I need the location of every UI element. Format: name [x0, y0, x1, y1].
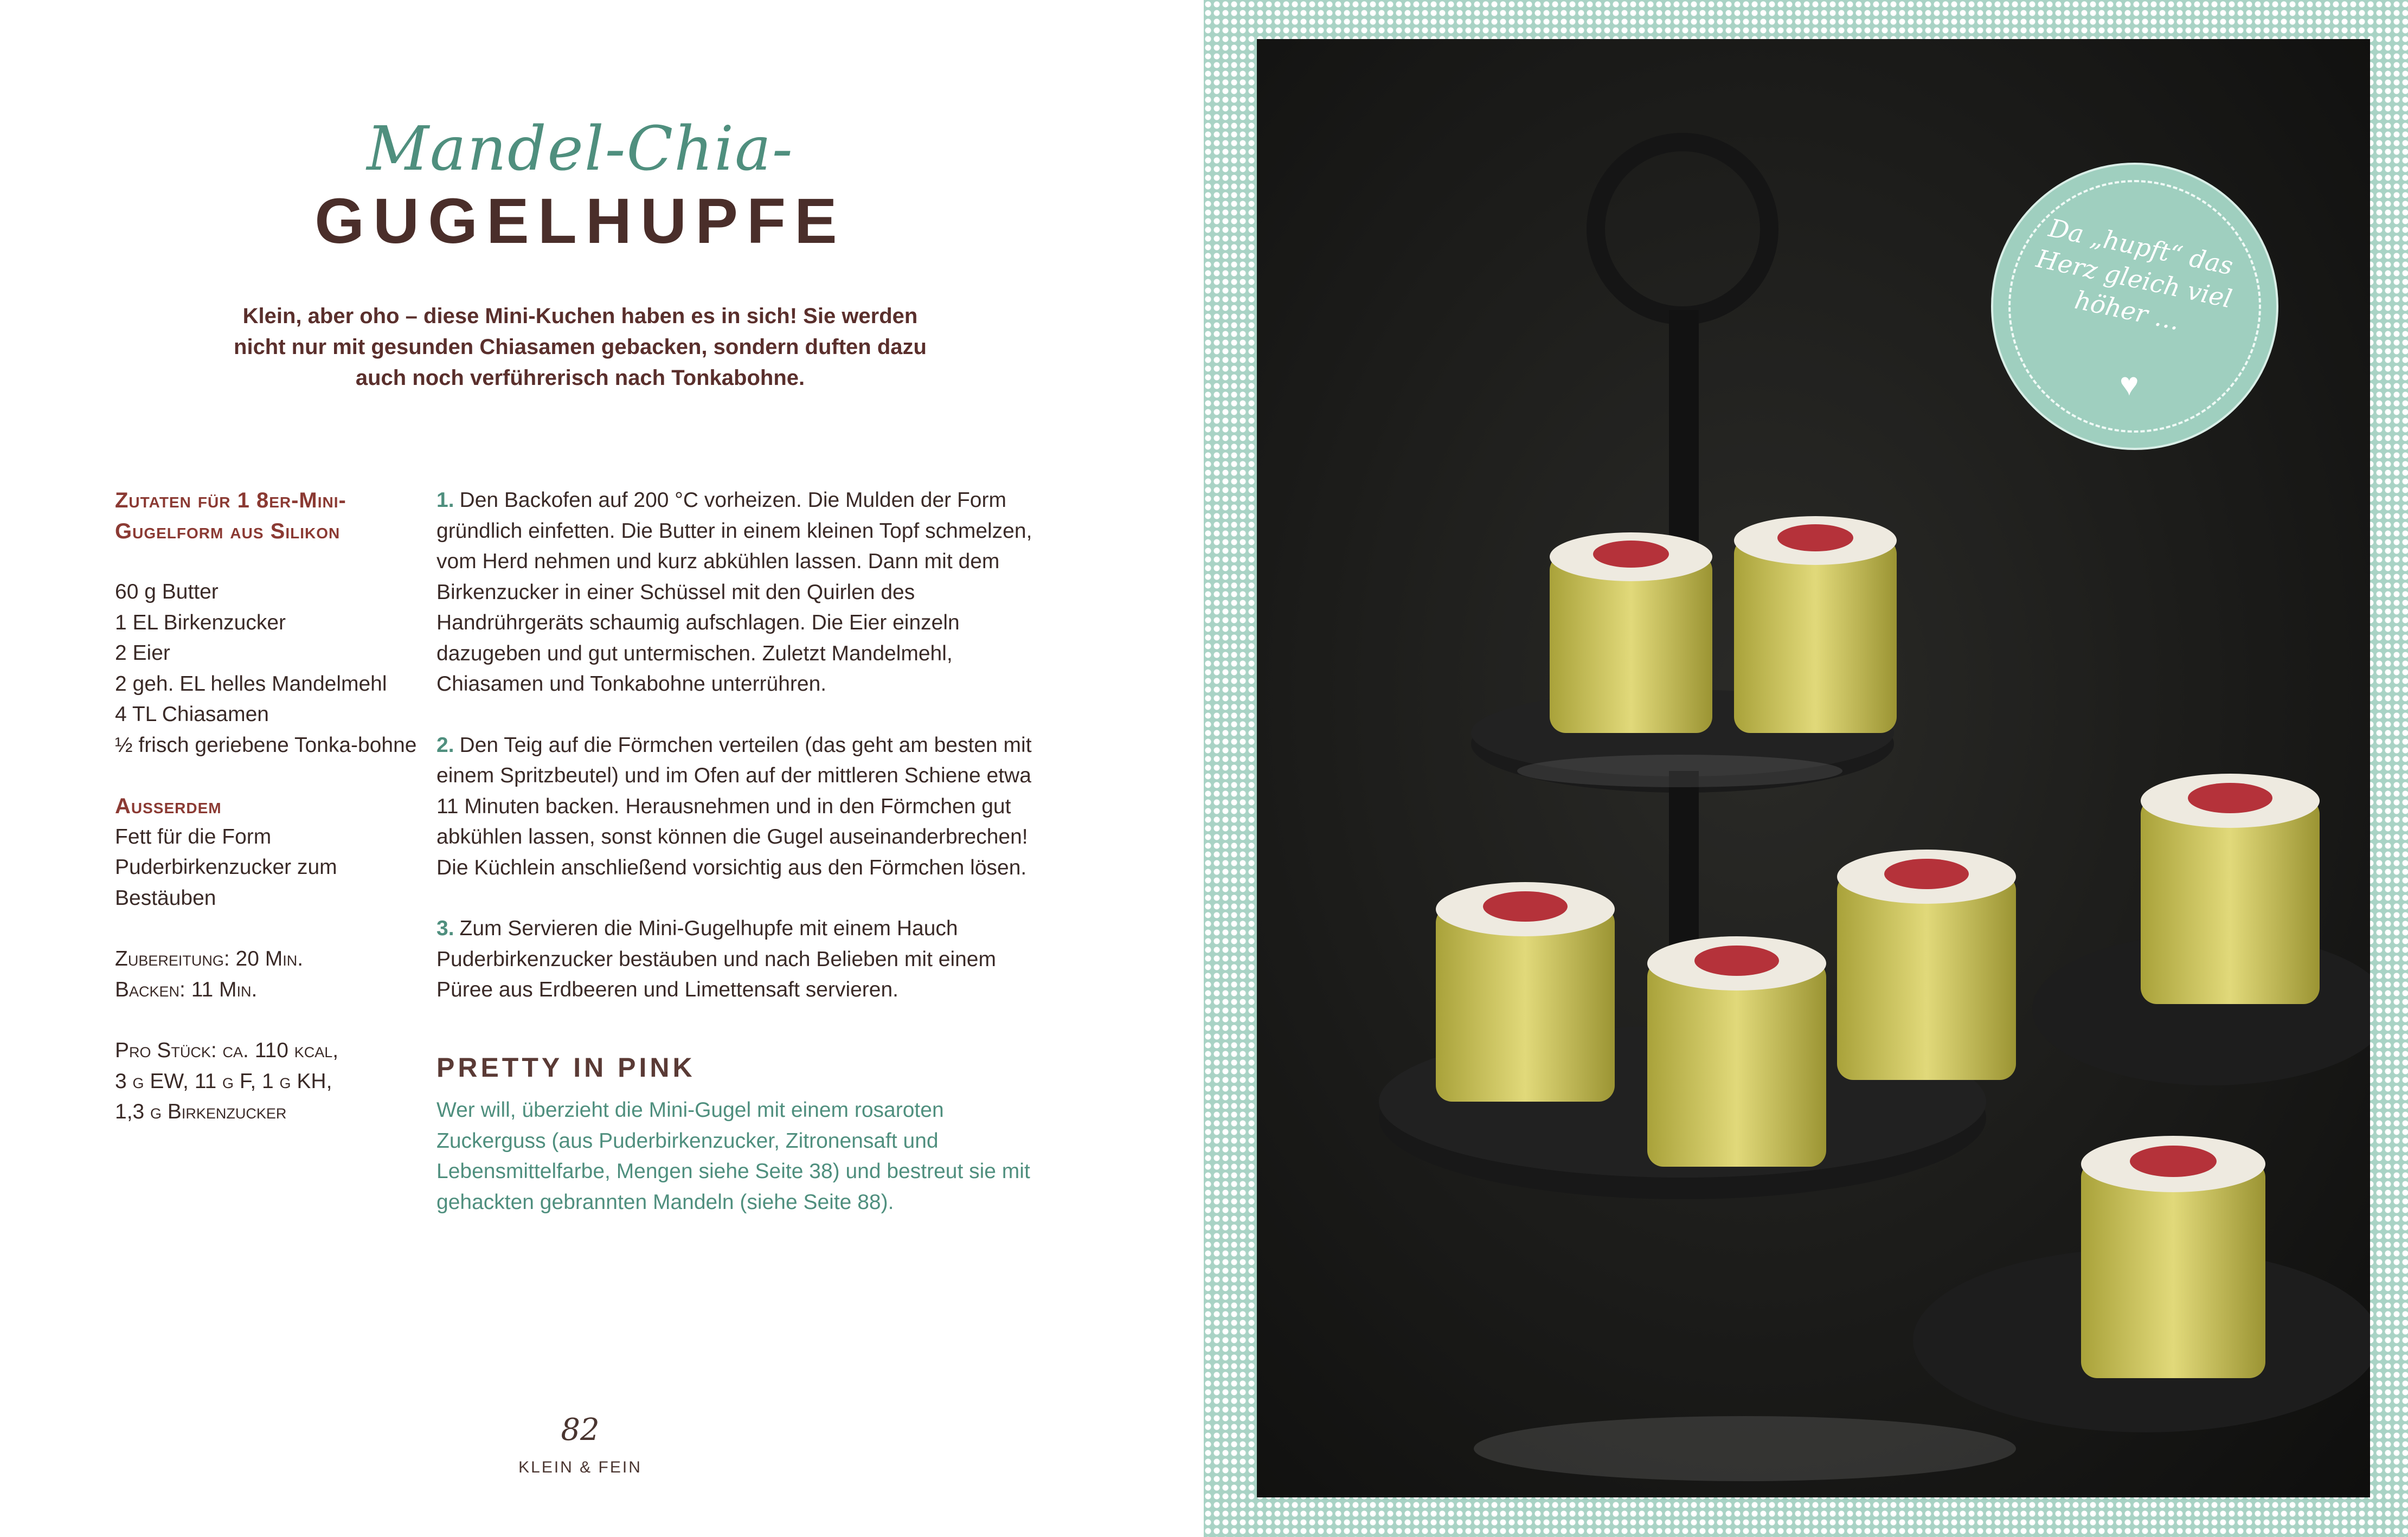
ingredients-heading: Zutaten für 1 8er-Mini-Gugelform aus Silikon	[115, 488, 346, 543]
ingredient-item: 4 TL Chiasamen	[115, 703, 269, 726]
step-number: 1.	[436, 488, 454, 512]
extra-item: Fett für die Form	[115, 825, 272, 848]
cake	[1837, 850, 2016, 1080]
cake	[1734, 516, 1897, 733]
ingredient-item: 1 EL Birkenzucker	[115, 610, 286, 634]
nutrition-line: 1,3 g Birkenzucker	[115, 1100, 287, 1123]
page-number: 82	[561, 1412, 600, 1448]
bake-time: Backen: 11 Min.	[115, 977, 258, 1001]
tip-heading: PRETTY IN PINK	[436, 1052, 696, 1083]
step-text: Den Backofen auf 200 °C vorheizen. Die Mulden der Form gründlich einfetten. Die Butter in einem kleinen Topf schmelzen, vom Herd nehmen und kurz abkühlen lassen. Dann mit dem Birkenzucker in einer Schüssel mit den Quirlen des Handrührgeräts schaumig aufschlagen. Die Eier einzeln dazugeben und gut untermischen. Zuletzt Mandelmehl, Chiasamen und Tonkabohne unterrühren.	[436, 488, 1032, 696]
step-text: Zum Servieren die Mini-Gugelhupfe mit einem Hauch Puderbirkenzucker bestäuben und nach Belieben mit einem Püree aus Erdbeeren und Limettensaft servieren.	[436, 917, 996, 1001]
time-info	[115, 944, 419, 1005]
instructions-column	[436, 485, 1049, 1036]
cake	[1647, 936, 1826, 1167]
cake	[1550, 532, 1712, 733]
badge-text: Da „hupft“ das Herz gleich viel höher …	[2033, 213, 2236, 336]
step-2	[436, 730, 1049, 884]
ingredient-item: ½ frisch geriebene Tonka-bohne	[115, 733, 417, 757]
ingredients-list	[115, 577, 419, 761]
extra-heading: Ausserdem	[115, 794, 222, 818]
nutrition-line: Pro Stück: ca. 110 kcal,	[115, 1039, 339, 1062]
nutrition-line: 3 g EW, 11 g F, 1 g KH,	[115, 1069, 332, 1093]
ingredient-item: 2 Eier	[115, 641, 170, 665]
heart-icon: ♥	[2120, 366, 2139, 402]
step-number: 3.	[436, 917, 454, 940]
ingredients-column	[115, 485, 419, 1158]
step-1	[436, 485, 1049, 700]
recipe-subtitle: Mandel-Chia-	[367, 114, 794, 184]
cake	[2141, 774, 2320, 1004]
prep-time: Zubereitung: 20 Min.	[115, 947, 304, 970]
ingredient-item: 60 g Butter	[115, 580, 219, 603]
nutrition-info	[115, 1036, 419, 1128]
step-text: Den Teig auf die Förmchen verteilen (das geht am besten mit einem Spritzbeutel) und im Ofen auf der mittleren Schiene etwa 11 Minuten backen. Herausnehmen und in den Förmchen gut abkühlen lassen, sonst können die Gugel auseinanderbrechen! Die Küchlein anschließend vorsichtig aus den Förmchen lösen.	[436, 733, 1032, 879]
recipe-intro: Klein, aber oho – diese Mini-Kuchen haben es in sich! Sie werden nicht nur mit gesunden Chiasamen gebacken, sondern duften dazu auch noch verführerisch nach Tonkabohne.	[234, 304, 927, 390]
badge-sticker	[1991, 163, 2278, 450]
tip-text: Wer will, überzieht die Mini-Gugel mit einem rosaroten Zuckerguss (aus Puderbirkenzucker, Zitronensaft und Lebensmittelfarbe, Mengen siehe Seite 38) und bestreut sie mit gehackten gebrannten Mandeln (siehe Seite 88).	[436, 1098, 1030, 1214]
cake	[1436, 882, 1615, 1102]
extra-ingredients	[115, 791, 419, 914]
recipe-title: GUGELHUPFE	[314, 185, 846, 257]
step-number: 2.	[436, 733, 454, 757]
cake	[2081, 1136, 2265, 1378]
extra-item: Puderbirkenzucker zum Bestäuben	[115, 856, 337, 910]
step-3	[436, 914, 1049, 1006]
section-footer: KLEIN & FEIN	[518, 1458, 642, 1476]
ingredient-item: 2 geh. EL helles Mandelmehl	[115, 672, 387, 696]
